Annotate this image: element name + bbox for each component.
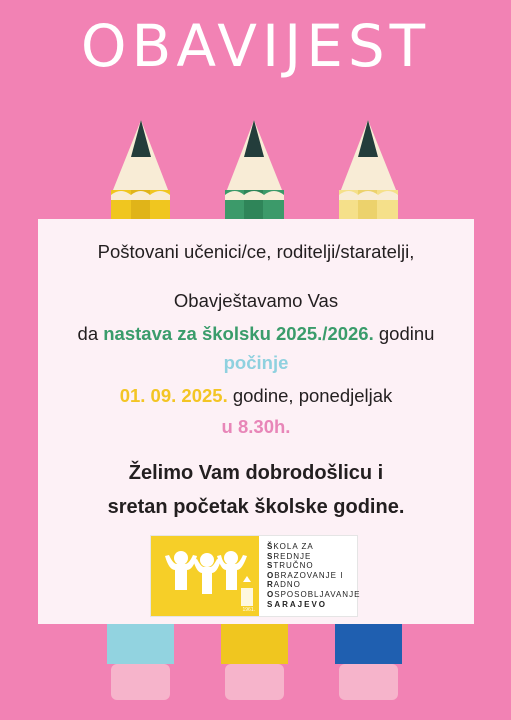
school-name-line: STRUČNO (267, 561, 314, 571)
starts-word: počinje (223, 352, 289, 373)
start-time: u 8.30h. (221, 416, 291, 437)
notice-card (38, 219, 474, 624)
notice-line-1: Obavještavamo Vas (173, 290, 339, 311)
notice-line-2-post: godinu (373, 323, 435, 344)
school-name-line: SARAJEVO (267, 599, 328, 609)
school-name (267, 542, 360, 609)
logo-year: 1961. (242, 607, 255, 613)
notice-line-4 (38, 385, 474, 407)
wish-line-1: Želimo Vam dobrodošlicu i (128, 462, 384, 484)
wish-line-2: sretan početak školske godine. (107, 496, 405, 518)
notice-line-4-post: godine, ponedjeljak (227, 385, 393, 406)
notice-line-2 (38, 323, 474, 345)
notice-line-3 (38, 352, 474, 374)
figures-icon (151, 536, 259, 616)
school-name-line: OBRAZOVANJE I (267, 570, 344, 580)
greeting: Poštovani učenici/ce, roditelji/staratelji, (97, 241, 415, 262)
notice-line-2-pre: da (77, 323, 104, 344)
school-name-line: SREDNJE (267, 551, 312, 561)
school-logo (150, 535, 361, 617)
school-logo-mark (151, 536, 259, 616)
start-date: 01. 09. 2025. (119, 385, 228, 406)
notice-line-5 (38, 416, 474, 438)
school-name-line: RADNO (267, 580, 301, 590)
school-name-line: OSPOSOBLJAVANJE (267, 589, 361, 599)
page-title: OBAVIJEST (80, 12, 431, 80)
school-year-highlight: nastava za školsku 2025./2026. (103, 323, 374, 344)
school-name-line: ŠKOLA ZA (267, 542, 314, 551)
